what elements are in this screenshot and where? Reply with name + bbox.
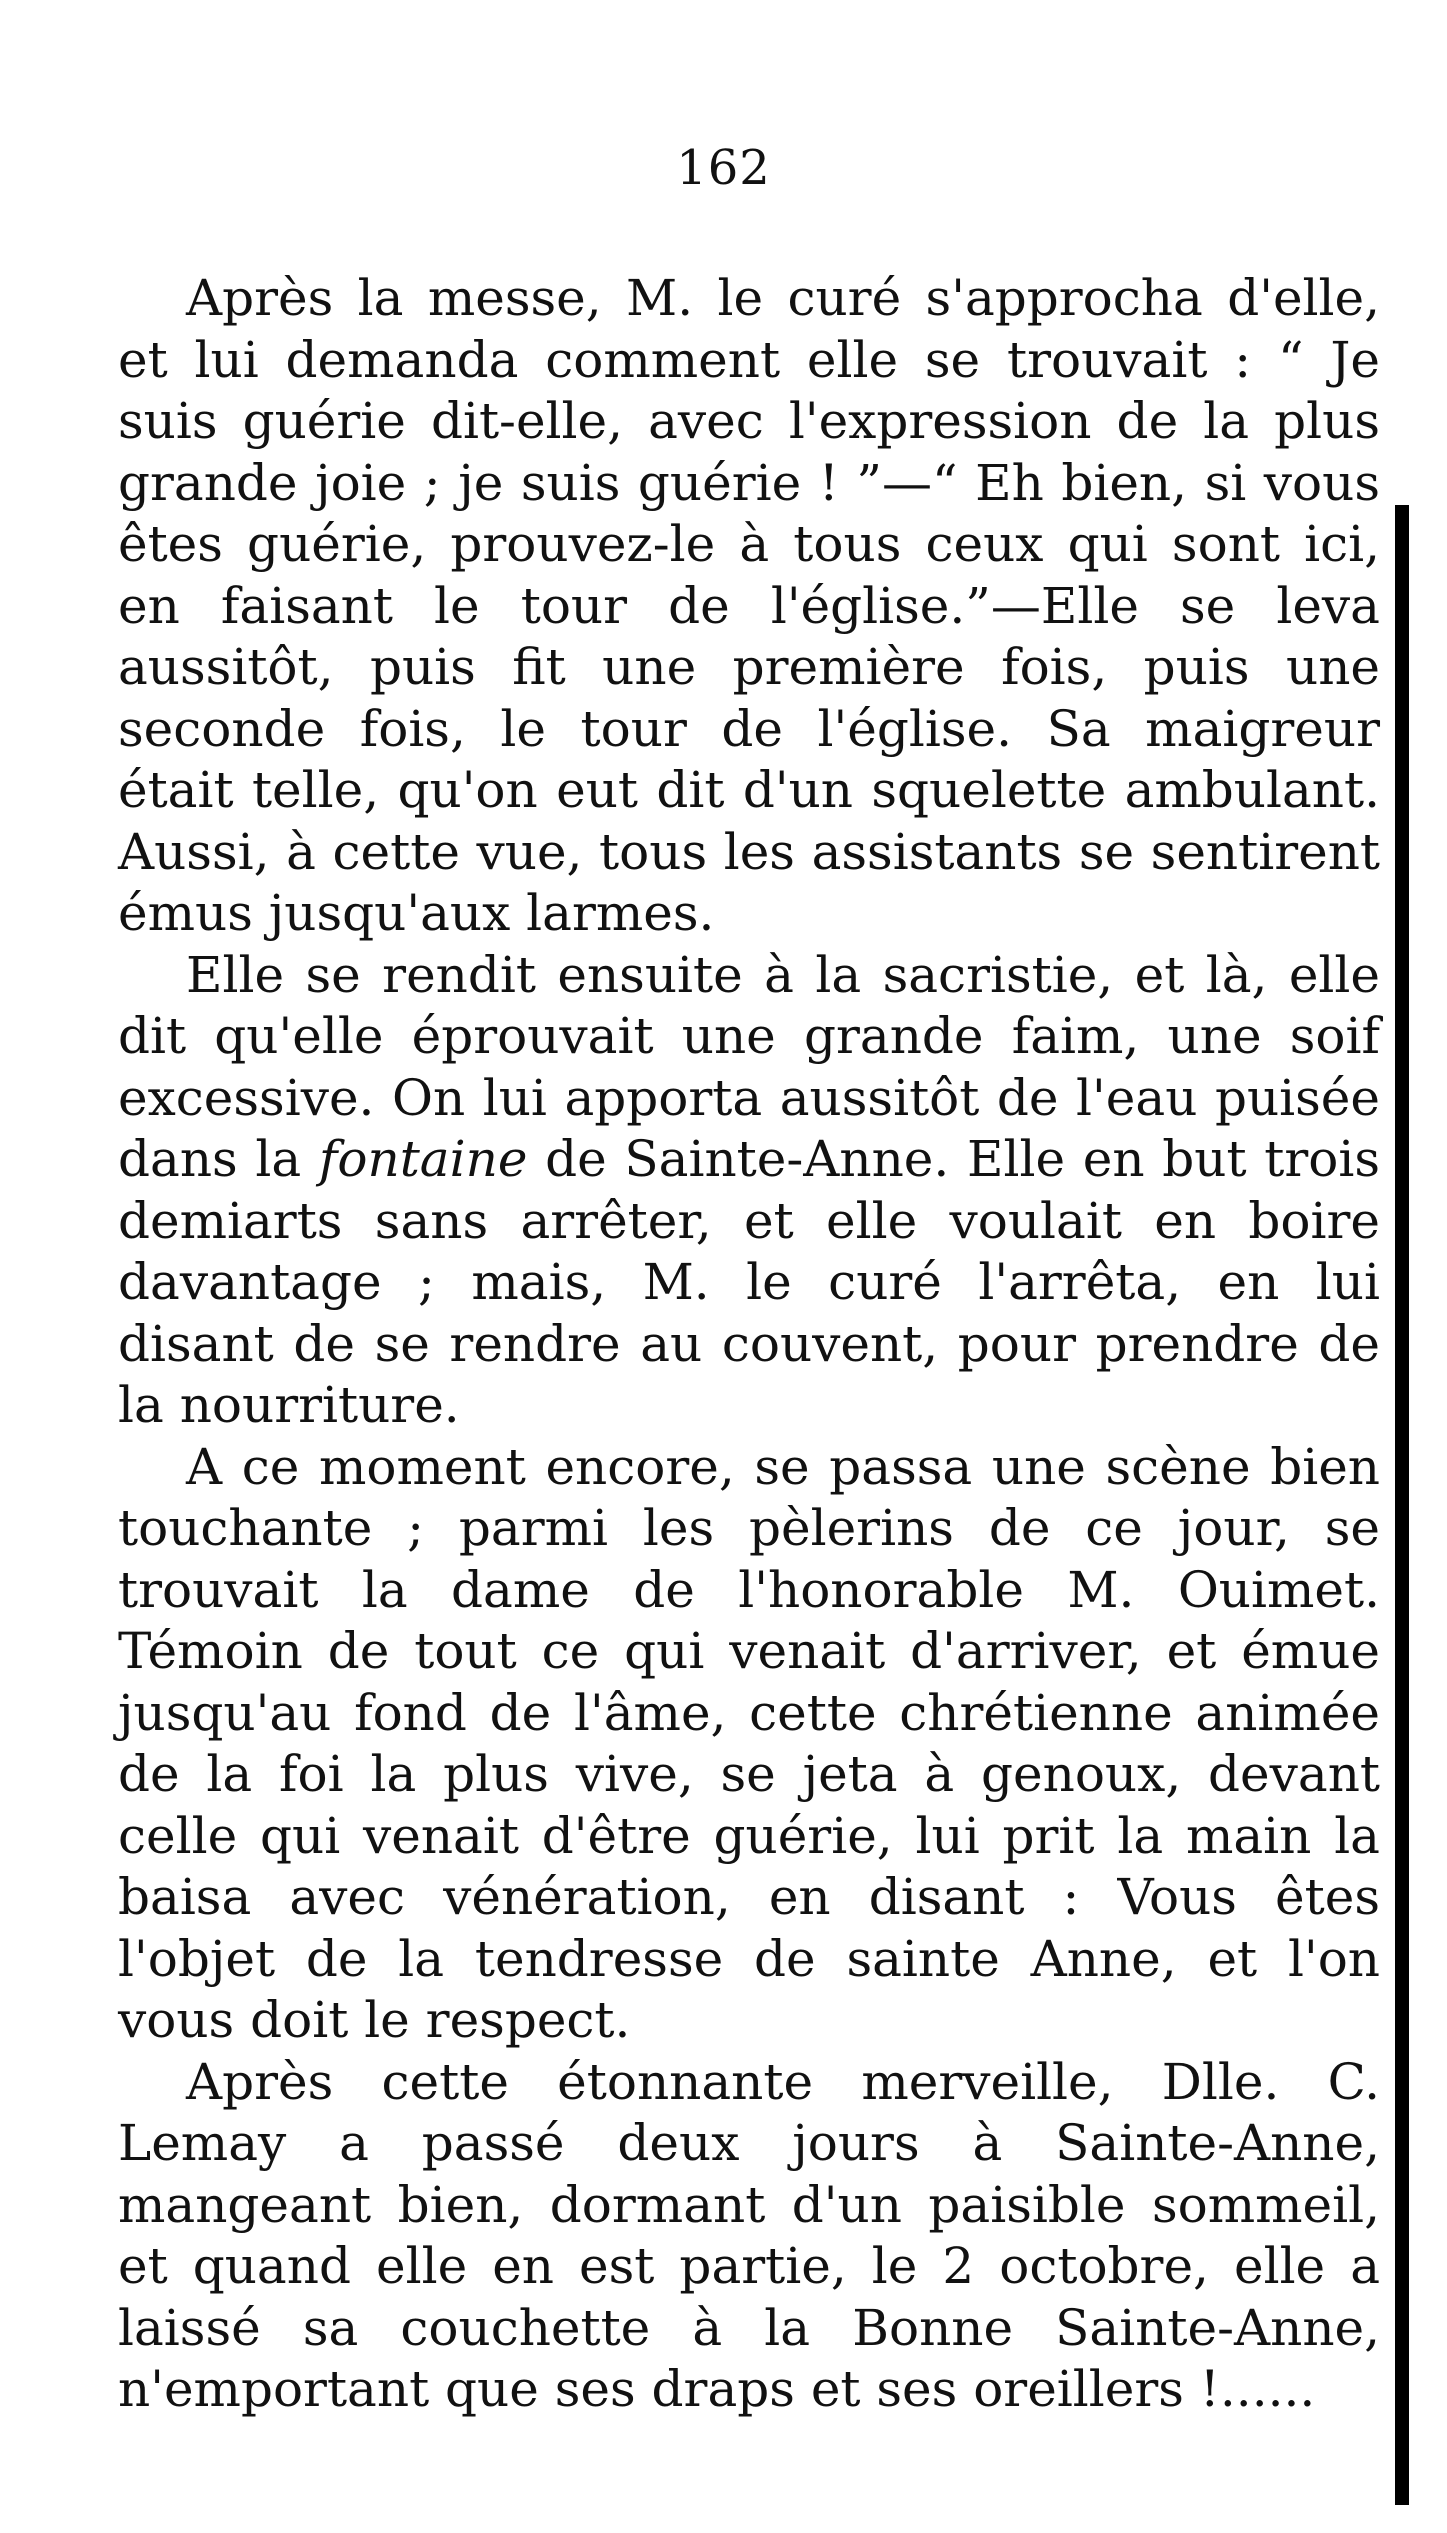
paragraph-2 [118, 945, 1380, 1437]
paragraph-3-text: A ce moment encore, se passa une scène bien touchante ; parmi les pèlerins de ce jour, se trouvait la dame de l'honorable M. Ouimet. Témoin de tout ce qui venait d'arriver, et émue jusqu'au fond de l'âme, cette chrétienne animée de la foi la plus vive, se jeta à genoux, devant celle qui venait d'être guérie, lui prit la main la baisa avec vénération, en disant : Vous êtes l'objet de la tendresse de sainte Anne, et l'on vous doit le respect. [118, 1437, 1380, 2049]
paragraph-2-text-before: Elle se rendit ensuite à la sacristie, et là, elle dit qu'elle éprouvait une grande faim, une soif excessive. On lui apporta aussitôt de l'eau puisée dans la [118, 945, 1380, 1188]
page-edge-shadow [1395, 505, 1409, 2505]
paragraph-3 [118, 1437, 1380, 2052]
paragraph-4-text: Après cette étonnante merveille, Dlle. C. Lemay a passé deux jours à Sainte-Anne, mangeant bien, dormant d'un paisible sommeil, et quand elle en est partie, le 2 octobre, elle a laissé sa couchette à la Bonne Sainte-Anne, n'emportant que ses draps et ses oreillers !...... [118, 2052, 1380, 2418]
paragraph-1 [118, 268, 1380, 945]
paragraph-2-text-after: de Sainte-Anne. Elle en but trois demiarts sans arrêter, et elle voulait en boire davantage ; mais, M. le curé l'arrêta, en lui disant de se rendre au couvent, pour prendre de la nourriture. [118, 1130, 1381, 1434]
body-text [118, 268, 1380, 2421]
paragraph-4 [118, 2052, 1380, 2421]
page-number: 162 [676, 140, 771, 196]
paragraph-1-text: Après la messe, M. le curé s'approcha d'elle, et lui demanda comment elle se trouvait : “ Je suis guérie dit-elle, avec l'expression de la plus grande joie ; je suis guérie ! ”—“ Eh bien, si vous êtes guérie, prouvez-le à tous ceux qui sont ici, en faisant le tour de l'église.”—Elle se leva aussitôt, puis fit une première fois, puis une seconde fois, le tour de l'église. Sa maigreur était telle, qu'on eut dit d'un squelette ambulant. Aussi, à cette vue, tous les assistants se sentirent émus jusqu'aux larmes. [118, 269, 1380, 942]
paragraph-2-italic-word: fontaine [318, 1130, 528, 1188]
